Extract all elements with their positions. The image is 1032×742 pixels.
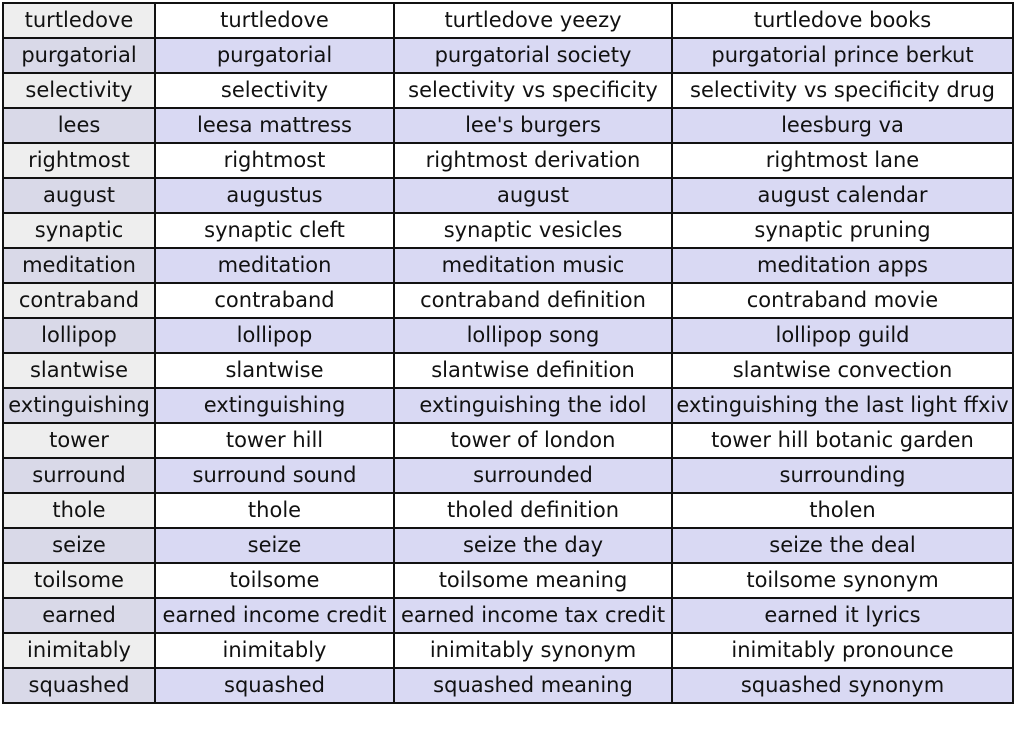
suggestion-cell-2: turtledove yeezy (394, 3, 672, 38)
suggestion-cell-3: contraband movie (672, 283, 1013, 318)
query-cell: inimitably (3, 633, 155, 668)
suggestion-cell-3: leesburg va (672, 108, 1013, 143)
query-cell: purgatorial (3, 38, 155, 73)
table-row (3, 283, 1013, 318)
suggestion-cell-2: tholed definition (394, 493, 672, 528)
query-cell: earned (3, 598, 155, 633)
suggestion-cell-3: earned it lyrics (672, 598, 1013, 633)
suggestion-cell-2: earned income tax credit (394, 598, 672, 633)
table-row (3, 353, 1013, 388)
table-row (3, 633, 1013, 668)
query-cell: august (3, 178, 155, 213)
suggestion-cell-3: lollipop guild (672, 318, 1013, 353)
query-cell: thole (3, 493, 155, 528)
table-row (3, 213, 1013, 248)
suggestion-cell-2: august (394, 178, 672, 213)
query-cell: seize (3, 528, 155, 563)
query-cell: lees (3, 108, 155, 143)
table-row (3, 108, 1013, 143)
suggestion-cell-2: tower of london (394, 423, 672, 458)
suggestion-cell-3: squashed synonym (672, 668, 1013, 703)
suggestion-cell-1: earned income credit (155, 598, 394, 633)
suggestion-cell-1: rightmost (155, 143, 394, 178)
suggestion-cell-2: lollipop song (394, 318, 672, 353)
suggestion-cell-2: synaptic vesicles (394, 213, 672, 248)
suggestion-cell-3: extinguishing the last light ffxiv (672, 388, 1013, 423)
suggestion-cell-1: inimitably (155, 633, 394, 668)
suggestion-cell-3: august calendar (672, 178, 1013, 213)
table-row (3, 38, 1013, 73)
suggestion-cell-2: surrounded (394, 458, 672, 493)
table-row (3, 563, 1013, 598)
table-row (3, 423, 1013, 458)
suggestion-cell-1: slantwise (155, 353, 394, 388)
suggestion-cell-1: lollipop (155, 318, 394, 353)
query-cell: tower (3, 423, 155, 458)
suggestion-cell-3: toilsome synonym (672, 563, 1013, 598)
suggestion-cell-2: slantwise definition (394, 353, 672, 388)
suggestion-cell-1: squashed (155, 668, 394, 703)
suggestion-cell-1: purgatorial (155, 38, 394, 73)
autocomplete-table (2, 2, 1014, 704)
suggestion-cell-1: contraband (155, 283, 394, 318)
suggestion-cell-2: inimitably synonym (394, 633, 672, 668)
table-row (3, 528, 1013, 563)
suggestion-cell-2: lee's burgers (394, 108, 672, 143)
query-cell: rightmost (3, 143, 155, 178)
table-row (3, 248, 1013, 283)
suggestion-cell-1: augustus (155, 178, 394, 213)
query-cell: contraband (3, 283, 155, 318)
suggestion-cell-3: turtledove books (672, 3, 1013, 38)
suggestion-cell-1: synaptic cleft (155, 213, 394, 248)
suggestion-cell-1: thole (155, 493, 394, 528)
query-cell: turtledove (3, 3, 155, 38)
suggestion-cell-3: purgatorial prince berkut (672, 38, 1013, 73)
suggestion-cell-2: contraband definition (394, 283, 672, 318)
suggestion-cell-2: seize the day (394, 528, 672, 563)
table-row (3, 388, 1013, 423)
query-cell: slantwise (3, 353, 155, 388)
suggestion-cell-3: slantwise convection (672, 353, 1013, 388)
suggestion-cell-1: leesa mattress (155, 108, 394, 143)
suggestion-cell-3: meditation apps (672, 248, 1013, 283)
query-cell: selectivity (3, 73, 155, 108)
suggestion-cell-3: tholen (672, 493, 1013, 528)
table-row (3, 493, 1013, 528)
suggestion-cell-2: meditation music (394, 248, 672, 283)
suggestion-cell-3: tower hill botanic garden (672, 423, 1013, 458)
suggestion-cell-1: seize (155, 528, 394, 563)
query-cell: squashed (3, 668, 155, 703)
query-cell: synaptic (3, 213, 155, 248)
table-row (3, 73, 1013, 108)
suggestion-cell-1: surround sound (155, 458, 394, 493)
suggestion-cell-3: selectivity vs specificity drug (672, 73, 1013, 108)
suggestion-cell-3: surrounding (672, 458, 1013, 493)
suggestion-cell-3: rightmost lane (672, 143, 1013, 178)
query-cell: lollipop (3, 318, 155, 353)
suggestion-cell-2: purgatorial society (394, 38, 672, 73)
table-body (3, 3, 1013, 703)
table-row (3, 318, 1013, 353)
table-row (3, 3, 1013, 38)
suggestion-cell-1: toilsome (155, 563, 394, 598)
table-row (3, 598, 1013, 633)
query-cell: toilsome (3, 563, 155, 598)
suggestion-cell-1: meditation (155, 248, 394, 283)
query-cell: extinguishing (3, 388, 155, 423)
suggestion-cell-2: toilsome meaning (394, 563, 672, 598)
table-row (3, 178, 1013, 213)
suggestion-cell-1: turtledove (155, 3, 394, 38)
suggestion-cell-2: rightmost derivation (394, 143, 672, 178)
suggestion-cell-2: selectivity vs specificity (394, 73, 672, 108)
suggestion-cell-1: tower hill (155, 423, 394, 458)
suggestion-cell-1: extinguishing (155, 388, 394, 423)
query-cell: surround (3, 458, 155, 493)
table-row (3, 143, 1013, 178)
table-row (3, 458, 1013, 493)
suggestion-cell-2: squashed meaning (394, 668, 672, 703)
suggestion-cell-3: inimitably pronounce (672, 633, 1013, 668)
suggestion-cell-3: synaptic pruning (672, 213, 1013, 248)
suggestion-cell-2: extinguishing the idol (394, 388, 672, 423)
suggestion-cell-1: selectivity (155, 73, 394, 108)
query-cell: meditation (3, 248, 155, 283)
suggestion-cell-3: seize the deal (672, 528, 1013, 563)
table-row (3, 668, 1013, 703)
